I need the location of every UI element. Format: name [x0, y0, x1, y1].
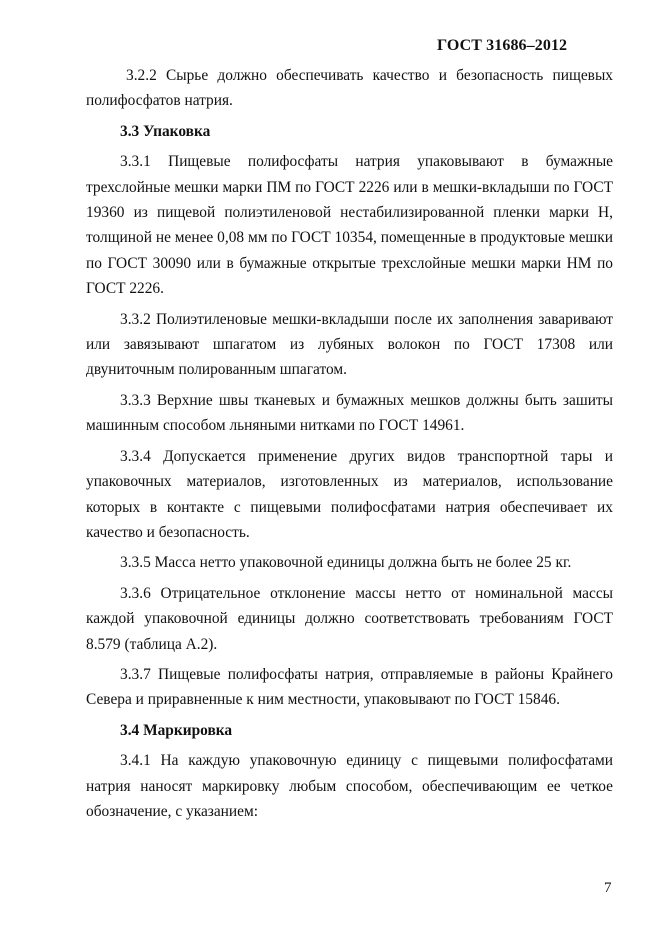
section-heading-packaging: 3.3 Упаковка: [120, 122, 211, 140]
section-heading-marking: 3.4 Маркировка: [120, 721, 233, 739]
paragraph-3-3-1: 3.3.1 Пищевые полифосфаты натрия упаковывают в бумажные трехслойные мешки марки ПМ по ГОСТ 2226 или в мешки-вкладыши по ГОСТ 19360 из пищевой полиэтиленовой нестабилизированной пленки марки Н, толщиной не менее 0,08 мм по ГОСТ 10354, помещенные в продуктовые мешки по ГОСТ 30090 или в бумажные открытые трехслойные мешки марки НМ по ГОСТ 2226.: [86, 153, 613, 298]
page-content: [86, 63, 613, 829]
page-number: 7: [604, 880, 612, 896]
document-code-header: ГОСТ 31686–2012: [437, 37, 568, 54]
paragraph-3-3-7: 3.3.7 Пищевые полифосфаты натрия, отправляемые в районы Крайнего Севера и приравненные к ним местности, упаковывают по ГОСТ 15846.: [86, 665, 613, 709]
paragraph-3-3-3: 3.3.3 Верхние швы тканевых и бумажных мешков должны быть зашиты машинным способом льняными нитками по ГОСТ 14961.: [86, 391, 613, 435]
paragraph-3-3-5: 3.3.5 Масса нетто упаковочной единицы должна быть не более 25 кг.: [120, 554, 572, 572]
paragraph-3-3-6: 3.3.6 Отрицательное отклонение массы нетто от номинальной массы каждой упаковочной единицы должно соответствовать требованиям ГОСТ 8.579 (таблица А.2).: [86, 584, 613, 653]
paragraph-3-3-4: 3.3.4 Допускается применение других видов транспортной тары и упаковочных материалов, изготовленных из материалов, использование которых в контакте с пищевыми полифосфатами натрия обеспечивает их качество и безопасность.: [86, 447, 613, 541]
paragraph-3-4-1: 3.4.1 На каждую упаковочную единицу с пищевыми полифосфатами натрия наносят маркировку любым способом, обеспечивающим ее четкое обозначение, с указанием:: [86, 752, 613, 820]
paragraph-3-3-2: 3.3.2 Полиэтиленовые мешки-вкладыши после их заполнения заваривают или завязывают шпагатом из лубяных волокон по ГОСТ 17308 или двуниточным полированным шпагатом.: [86, 310, 613, 379]
paragraph-3-2-2: 3.2.2 Сырье должно обеспечивать качество и безопасность пищевых полифосфатов натрия.: [86, 67, 613, 110]
